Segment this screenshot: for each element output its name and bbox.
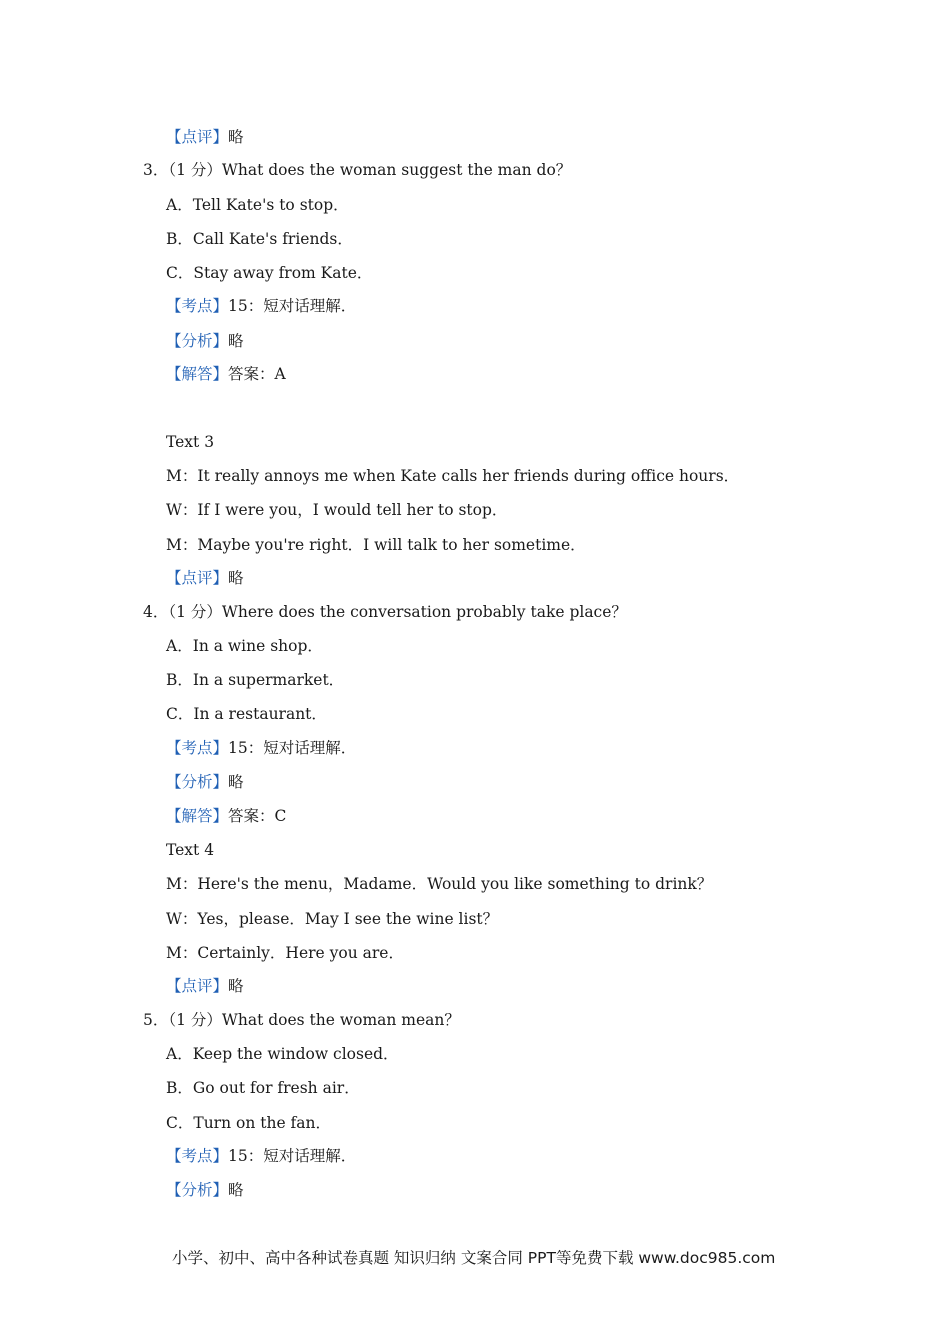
comment-note: 【点评】略 [166, 977, 244, 995]
answer-note: 【解答】答案：A [166, 365, 286, 383]
option-a: A．In a wine shop． [166, 637, 323, 655]
transcript-line: M：Maybe you're right．I will talk to her sometime． [166, 536, 586, 554]
transcript-line: M：It really annoys me when Kate calls her friends during office hours． [166, 467, 740, 485]
transcript-line: W：Yes，please．May I see the wine list？ [166, 910, 499, 928]
knowledge-point-note: 【考点】15：短对话理解． [166, 297, 357, 315]
analysis-note: 【分析】略 [166, 773, 244, 791]
analysis-note: 【分析】略 [166, 332, 244, 350]
knowledge-point-note: 【考点】15：短对话理解． [166, 739, 357, 757]
option-c: C．Turn on the fan． [166, 1114, 332, 1132]
comment-note: 【点评】略 [166, 128, 244, 146]
option-b: B．Call Kate's friends． [166, 230, 353, 248]
transcript-line: W：If I were you，I would tell her to stop． [166, 501, 508, 519]
analysis-note: 【分析】略 [166, 1181, 244, 1199]
option-a: A．Tell Kate's to stop． [166, 196, 349, 214]
option-b: B．In a supermarket． [166, 671, 345, 689]
transcript-title: Text 3 [166, 433, 215, 451]
question-4: 4．（1 分）Where does the conversation probably take place？ [143, 603, 627, 621]
option-c: C．In a restaurant． [166, 705, 327, 723]
question-5: 5．（1 分）What does the woman mean？ [143, 1011, 460, 1029]
transcript-line: M：Here's the menu，Madame．Would you like something to drink？ [166, 875, 713, 893]
answer-note: 【解答】答案：C [166, 807, 287, 825]
transcript-title: Text 4 [166, 841, 215, 859]
footer-banner: 小学、初中、高中各种试卷真题 知识归纳 文案合同 PPT等免费下载 www.doc985.com [172, 1249, 776, 1267]
option-a: A．Keep the window closed． [166, 1045, 399, 1063]
option-c: C．Stay away from Kate． [166, 264, 373, 282]
knowledge-point-note: 【考点】15：短对话理解． [166, 1147, 357, 1165]
transcript-line: M：Certainly．Here you are． [166, 944, 404, 962]
comment-note: 【点评】略 [166, 569, 244, 587]
question-3: 3．（1 分）What does the woman suggest the man do？ [143, 161, 572, 179]
option-b: B．Go out for fresh air． [166, 1079, 360, 1097]
